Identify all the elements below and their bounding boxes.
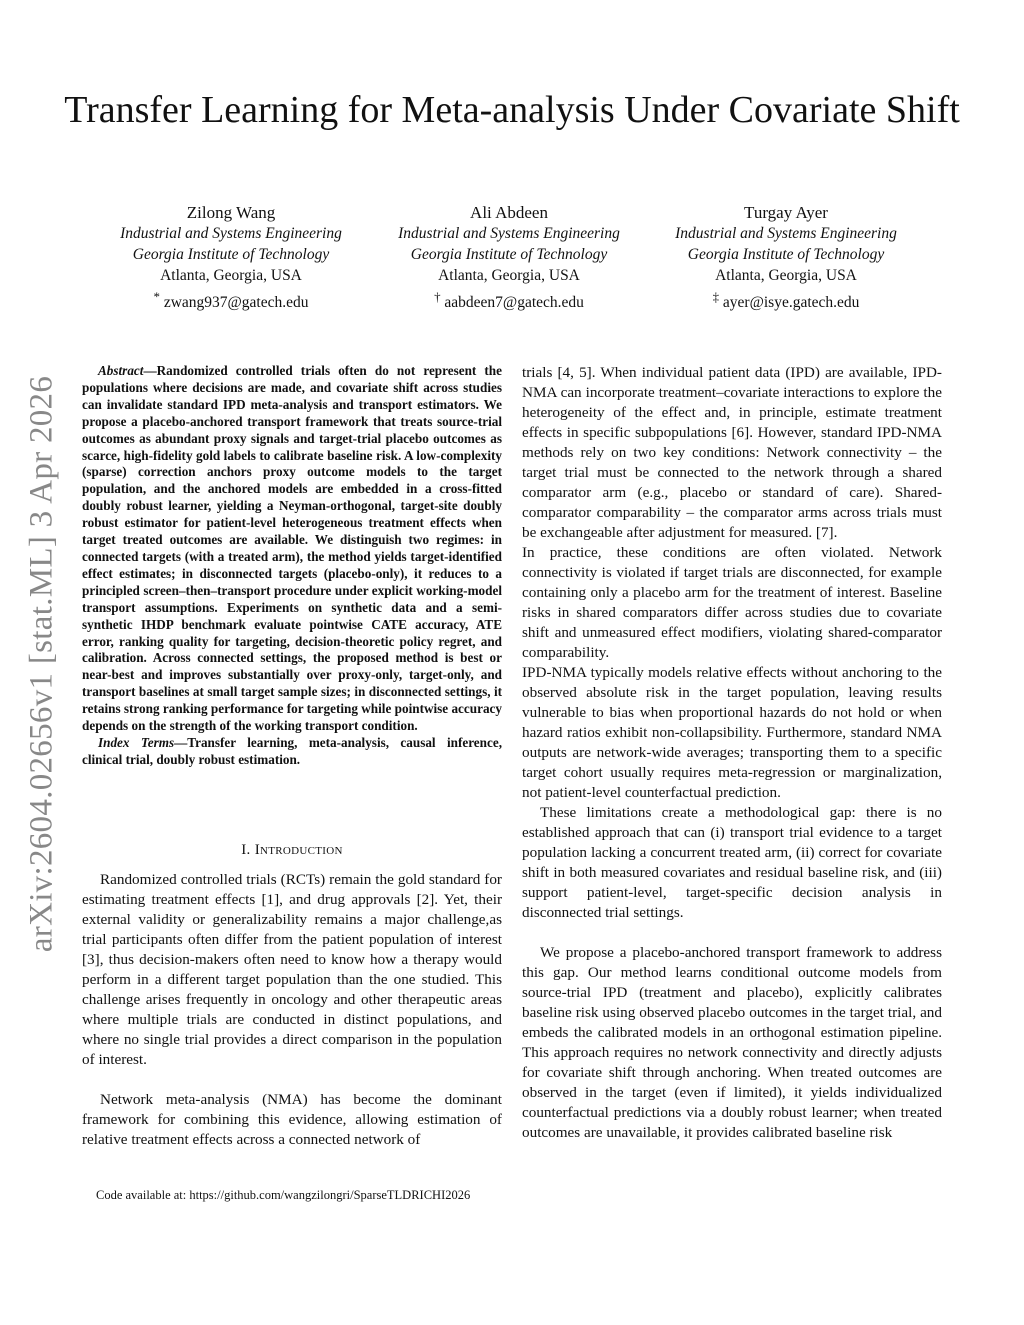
index-terms-label: Index Terms [98, 734, 175, 750]
author-mark: * [153, 289, 160, 304]
author-email-line [81, 286, 381, 313]
index-terms-text: —Transfer learning, meta-analysis, causal inference, clinical trial, doubly robust estimation. [82, 734, 502, 767]
author-email[interactable]: aabdeen7@gatech.edu [444, 294, 584, 312]
author-institution: Georgia Institute of Technology [410, 246, 608, 263]
arxiv-sidebar [22, 366, 62, 962]
author-email-line [636, 286, 936, 313]
author-location: Atlanta, Georgia, USA [715, 267, 857, 284]
body-paragraph: IPD-NMA typically models relative effects without anchoring to the observed absolute risk in the target population, leaving results vulnerable to bias when proportional hazards do not hold or when hazard ratios exhibit non-collapsibility. Furthermore, standard NMA outputs are network-wide averages; transporting them to a specific target cohort usually requires meta-regression or marginalization, not patient-level counterfactual prediction. [522, 664, 942, 801]
body-paragraph: These limitations create a methodological gap: there is no established approach that can (i) transport trial evidence to a target population lacking a concurrent treated arm, (ii) correct for covariate shift in both measured covariates and residual baseline risk, and (iii) support patient-level, target-specific decision analysis in disconnected trial settings. [522, 804, 942, 921]
arxiv-identifier: arXiv:2604.02656v1 [stat.ML] 3 Apr 2026 [23, 375, 60, 953]
author-email[interactable]: ayer@isye.gatech.edu [722, 294, 860, 312]
author-name: Ali Abdeen [470, 203, 548, 222]
abstract [82, 363, 502, 769]
author-institution: Georgia Institute of Technology [132, 246, 330, 263]
body-paragraph: In practice, these conditions are often violated. Network connectivity is violated if target trials are disconnected, for example containing only a placebo arm for the treatment of interest. Baseline risks in shared comparators differ across studies due to covariate shift and unmeasured effect modifiers, violating shared-comparator comparability. [522, 544, 942, 661]
index-terms [82, 735, 502, 769]
footnote: Code available at: https://github.com/wangzilongri/SparseTLDRICHI2026 [96, 1188, 471, 1202]
author-mark: ‡ [712, 289, 720, 304]
author-email-line [359, 286, 659, 313]
author-block-1 [81, 202, 381, 313]
author-department: Industrial and Systems Engineering [675, 225, 897, 242]
author-email[interactable]: zwang937@gatech.edu [163, 294, 309, 312]
abstract-paragraph [82, 363, 502, 735]
section-title: Introduction [254, 842, 343, 858]
abstract-label: Abstract [98, 363, 144, 378]
body-paragraph: trials [4, 5]. When individual patient data (IPD) are available, IPD-NMA can incorporate treatment–covariate interactions to explore the heterogeneity of the effect and, in principle, estimate treatment effects in specific subpopulations [6]. However, standard IPD-NMA methods rely on two key conditions: Network connectivity – the target trial must be connected to the network through a shared comparator arm (e.g., placebo or standard of care). Shared-comparator comparability – the comparator arms across trials must be exchangeable after adjustment for measured. [7]. [522, 364, 942, 541]
body-paragraph: Randomized controlled trials (RCTs) remain the gold standard for estimating treatment effects [1], and drug approvals [2]. Yet, their external validity or generalizability remains a major challenge,as trial participants often differ from the patient population of interest [3], thus decision-makers often need to know how a therapy would perform in a different target population than the one studied. This challenge arises frequently in oncology and other therapeutic areas where multiple trials are conducted in distinct populations, and where no single trial provides a direct comparison in the population of interest. [82, 871, 502, 1068]
section-heading [82, 842, 502, 859]
author-location: Atlanta, Georgia, USA [160, 267, 302, 284]
right-column [522, 363, 942, 1143]
section-number: I. [241, 842, 251, 858]
author-block-2 [359, 202, 659, 313]
introduction-body [82, 870, 502, 1150]
author-block-3 [636, 202, 936, 313]
author-department: Industrial and Systems Engineering [120, 225, 342, 242]
body-paragraph: We propose a placebo-anchored transport framework to address this gap. Our method learns conditional outcome models from source-trial IPD (treatment and placebo), explicitly calibrates baseline risk using observed placebo outcomes in the target trial, and embeds the calibrated models in an orthogonal estimation pipeline. This approach requires no network connectivity and directly adjusts for covariate shift through anchoring. When treated outcomes are observed in the target (even if limited), it yields individualized counterfactual predictions via a doubly robust learner; when treated outcomes are unavailable, it provides calibrated baseline risk [522, 944, 942, 1141]
author-name: Turgay Ayer [744, 203, 828, 222]
author-name: Zilong Wang [186, 203, 276, 222]
author-department: Industrial and Systems Engineering [398, 225, 620, 242]
paper-title: Transfer Learning for Meta-analysis Under Covariate Shift [64, 89, 960, 131]
body-paragraph: Network meta-analysis (NMA) has become the dominant framework for combining this evidence, allowing estimation of relative treatment effects across a connected network of [82, 1091, 502, 1148]
author-institution: Georgia Institute of Technology [687, 246, 885, 263]
abstract-text: —Randomized controlled trials often do not represent the populations where decisions are made, and covariate shift across studies can invalidate standard IPD meta-analysis and transport estimators. We propose a placebo-anchored transport framework that treats source-trial outcomes as abundant proxy signals and target-trial placebo outcomes as scarce, high-fidelity gold labels to calibrate baseline risk. A low-complexity (sparse) correction anchors proxy outcome models to the target population, and the anchored models are embedded in a cross-fitted doubly robust learner, yielding a Neyman-orthogonal, target-site doubly robust estimator for patient-level heterogeneous treatment effects when target treated outcomes are available. We distinguish two regimes: in connected targets (with a treated arm), the method yields target-identified effect estimates; in disconnected targets (placebo-only), it reduces to a principled screen–then–transport procedure under explicit working-model transport assumptions. Experiments on synthetic data and a semi-synthetic IHDP benchmark evaluate pointwise CATE accuracy, ATE error, ranking quality for targeting, decision-theoretic policy regret, and calibration. Across connected settings, the proposed method is best or near-best and improves substantially over proxy-only, target-only, and transport baselines at small target sample sizes; in disconnected settings, it retains strong ranking performance for targeting while pointwise accuracy depends on the strength of the working transport condition. [82, 363, 502, 734]
author-mark: † [434, 289, 441, 304]
author-location: Atlanta, Georgia, USA [438, 267, 580, 284]
